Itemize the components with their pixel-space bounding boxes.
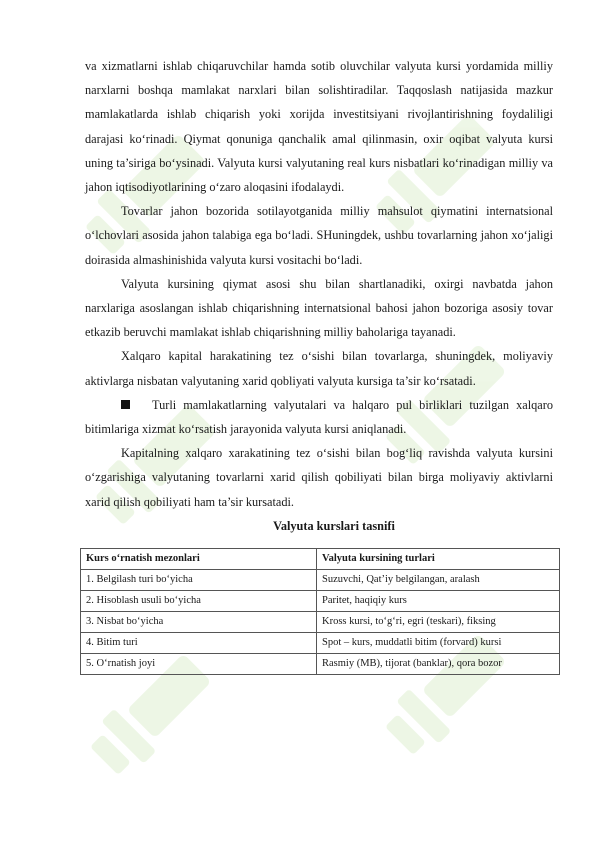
- paragraph: Xalqaro kapital harakatining tez o‘sishi bilan tovarlarga, shuningdek, moliyaviy aktivlarga nisbatan valyutaning xarid qobliyati valyuta kursiga ta’sir ko‘rsatadi.: [85, 349, 553, 388]
- table-cell: Spot – kurs, muddatli bitim (forvard) kursi: [317, 633, 560, 654]
- table-row: [81, 570, 560, 591]
- table-cell: Rasmiy (MB), tijorat (banklar), qora bozor: [317, 654, 560, 675]
- table-row: [81, 633, 560, 654]
- table-cell: 5. O‘rnatish joyi: [81, 654, 317, 675]
- table-title: Valyuta kurslari tasnifi: [273, 518, 395, 533]
- paragraph: Tovarlar jahon bozorida sotilayotganida milliy mahsulot qiymatini internatsional o‘lchovlari asosida jahon talabiga ega bo‘ladi. SHuningdek, ushbu tovarlarning jahon xo‘jaligi doirasida almashinishida valyuta kursi vositachi bo‘ladi.: [85, 204, 553, 267]
- document-body: [85, 54, 553, 675]
- square-bullet-icon: [121, 400, 130, 409]
- table-cell: Paritet, haqiqiy kurs: [317, 591, 560, 612]
- table-header-cell: Valyuta kursining turlari: [317, 549, 560, 570]
- table-row: [81, 654, 560, 675]
- bullet-paragraph: [85, 393, 553, 441]
- paragraph: Kapitalning xalqaro xarakatining tez o‘sishi bilan bog‘liq ravishda valyuta kursini o‘zgarishiga valyutaning tovarlarni xarid qilish qobiliyati bilan birga moliyaviy aktivlarni xarid qilish qobiliyati ham ta’sir kursatadi.: [85, 446, 553, 509]
- table-header-cell: Kurs o‘rnatish mezonlari: [81, 549, 317, 570]
- table-cell: Kross kursi, to‘g‘ri, egri (teskari), fiksing: [317, 612, 560, 633]
- table-cell: 1. Belgilash turi bo‘yicha: [81, 570, 317, 591]
- table-cell: 2. Hisoblash usuli bo‘yicha: [81, 591, 317, 612]
- table-row: [81, 591, 560, 612]
- table-cell: Suzuvchi, Qat’iy belgilangan, aralash: [317, 570, 560, 591]
- table-row: [81, 612, 560, 633]
- table-cell: 4. Bitim turi: [81, 633, 317, 654]
- paragraph: va xizmatlarni ishlab chiqaruvchilar hamda sotib oluvchilar valyuta kursi yordamida milliy narxlarni boshqa mamlakat narxlari bilan solishtiradilar. Taqqoslash natijasida mazkur mamlakatlarda ishlab chiqarish yoki xorijda investitsiyani rivojlantirishning foydaliligi darajasi ko‘rinadi. Qiymat qonuniga qanchalik amal qilinmasin, oxir oqibat valyuta kursi uning ta’siriga bo‘ysinadi. Valyuta kursi valyutaning real kurs nisbatlari ko‘rinadigan milliy va jahon iqtisodiyotlarining o‘zaro aloqasini ifodalaydi.: [85, 59, 553, 195]
- table-cell: 3. Nisbat bo‘yicha: [81, 612, 317, 633]
- table-header-row: [81, 549, 560, 570]
- bullet-text: Turli mamlakatlarning valyutalari va halqaro pul birliklari tuzilgan xalqaro bitimlariga xizmat ko‘rsatish jarayonida valyuta kursi aniqlanadi.: [85, 397, 553, 437]
- paragraph: Valyuta kursining qiymat asosi shu bilan shartlanadiki, oxirgi navbatda jahon narxlariga asoslangan ishlab chiqarishning internatsional bahosi jahon bozoriga asosiy tovar etkazib beruvchi mamlakat ishlab chiqarishning milliy baholariga tayanadi.: [85, 276, 553, 340]
- classification-table: [80, 548, 560, 675]
